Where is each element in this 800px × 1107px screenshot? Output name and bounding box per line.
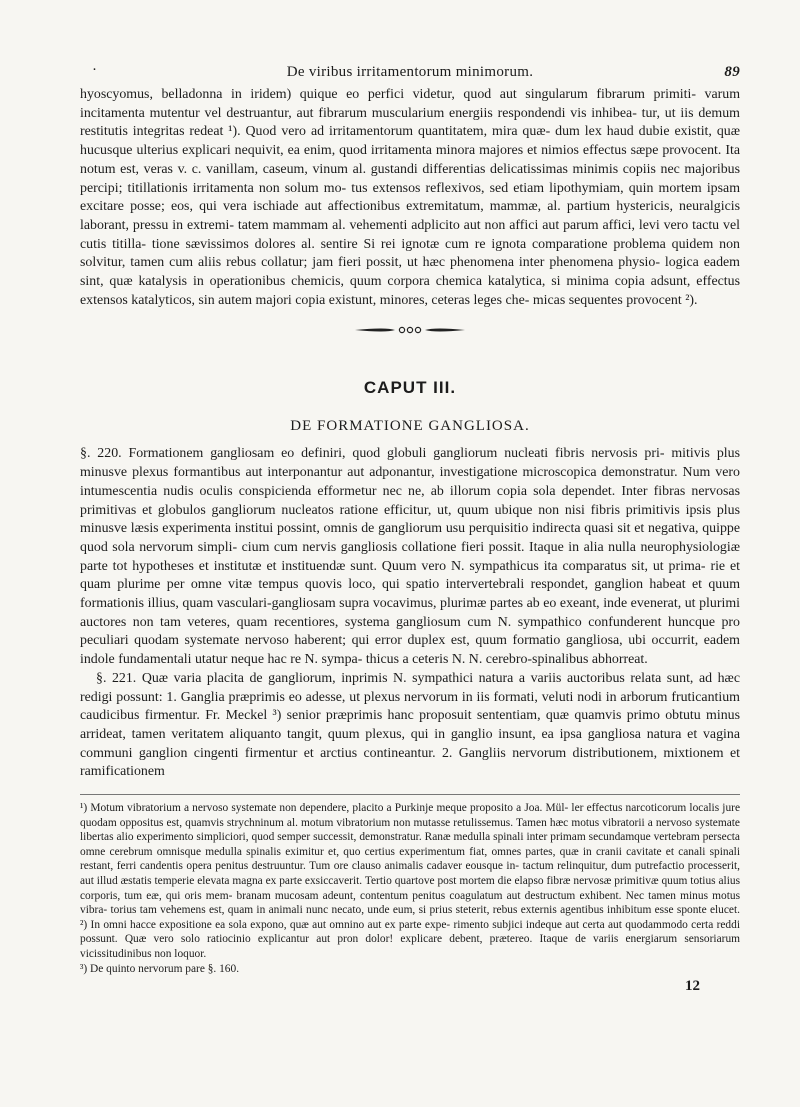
running-title: De viribus irritamentorum minimorum.: [286, 64, 534, 80]
footnote-1-2: ¹) Motum vibratorium a nervoso systemate non dependere, placito a Purkinje meque proposito a Joa. Mül- ler effectus narcoticorum localis jure quodam oppositus est, quamvis strychninum al. motum vibratorium non mutasse retulissemus. Tamen hæc motus vibratorii a nervoso systemate libertas alio experimento simpliciori, quod semper successit, demonstratur. Ranæ medulla spinali inter primam secundamque vertebram persecta omne cerebrum omnisque medulla spinalis eximitur et, quo certius experimentum fiat, omnes partes, quæ in cranii cavitate et canali spinali restant, ferri candentis opera penitus destruuntur. Tum ore clauso animalis cadaver eousque in- tactum relinquitur, dum putrefactio processerit, aut illud æstatis temperie elevata magna ex parte exsiccaverit. Tertio quartove post mortem die elapso fibræ nervosæ primitivæ quum totius alius corporis, tum eæ, qui oris mem- branam mucosam adeunt, contentum penitus coagulatum aut destructum exhibent. Nec tamen minus motus vibra- torius tam vehemens est, quam in animali nunc necato, unde eum, si prius steterit, rebus externis agentibus inhibitum esse sponte elucet. ²) In omni hacce expositione ea sola expono, quæ aut omnino aut ex parte expe- rimento subjici indeque aut certa aut quodammodo certa reddi possunt. Quæ vero solo ratiocinio explicantur aut pron dolor! explicare debent, prætereo. Itaque de variis energiarum sensoriarum vicissitudinibus non loquor.: [80, 802, 740, 961]
intro-paragraph: hyoscyomus, belladonna in iridem) quique eo perfici videtur, quod aut singularum fibrarum primiti- varum incitamenta mutentur vel destruantur, aut fibrarum muscularium energiis respondendi vis inhibea- tur, ut iis demum restitutis integritas redeat ¹). Quod vero ad irritamentorum quantitatem, mira quæ- dum lex haud dubie existit, quæ hucusque ulterius explicari nequivit, ea enim, quod irritamenta minora majores et nimios effectus sæpe provocent. Ita notum est, veras v. c. vanillam, caseum, vinum al. gustandi differentias delicatissimas minimis copiis nec majoribus percipi; titillationis irritamenta non solum mo- tus extensos reflexivos, sed etiam lipothymiam, quin mortem ipsam excitare posse; eos, qui vera ischiade aut affectionibus extremitatum, mammæ, al. partium hystericis, neuralgicis laborant, pressu in extremi- tatem mammam al. vehementi adplicito aut non affici aut parum affici, levi vero tactu vel cutis titilla- tione sævissimos dolores al. sentire Si rei ignotæ cum re ignota comparatione problema quidem non solvitur, tamen cum aliis rebus collatur; jam fieri possit, ut hæc phenomena inter phenomena physio- logica eadem sint, quæ katalysis in operationibus chemicis, quum corpora chemica katalytica, si minima copia adsunt, effectus extensos katalyticos, sin autem majori copia existunt, minores, ceteras leges che- micas sequentes provocent ²).: [80, 87, 740, 308]
running-header: [80, 64, 740, 86]
footnote-divider: [80, 794, 740, 795]
divider-ornament-icon: [355, 325, 465, 335]
ornamental-divider: [80, 322, 740, 338]
header-dot: ·: [92, 62, 98, 78]
chapter-title: CAPUT III.: [363, 378, 457, 398]
signature-mark: 12: [685, 978, 700, 995]
section-220: §. 220. Formationem gangliosam eo definiri, quod globuli gangliorum nucleati fibris nervosis pri- mitivis plus minusve plexus formantibus aut interponantur aut adponantur, investigatione microscopica demonstratur. Num vero intumescentia nudis oculis conspicienda efformetur nec ne, ab illorum copia sola dependet. Inter fibras nervosas primitivas et globulos gangliorum nucleatos ratione efficitur, ut, quum ubique non nisi fibris primitivis ipsis plus minusve læsis experimenta institui possint, omnis de gangliorum usu perquisitio indirecta quasi sit et negativa, quippe quod sola nervorum simpli- cium cum nervis gangliosis collatione fieri possit. Itaque in alia nulla neurophysiologiæ parte tot hypotheses et institutæ et instituendæ sunt. Quum vero N. sympathicus ita comparatus sit, ut prima- rie et quam plurime per omne vitæ tempus quovis loco, qui spatio intervertebrali respondet, ganglion habeat et quum formationis illius, quam vasculari-gangliosam supra vocavimus, plurimæ partes ab eo exeant, inde evenerat, ut plurimi auctores non tam veteres, quam recentiores, systema gangliosum cum N. sympathico confunderent huncque pro peculiari quodam systemate nervoso haberent; qui error duplex est, quum formatio gangliosa, ubi occurrit, eadem indole fundamentali utatur neque hac re N. sympa- thicus a ceteris N. N. cerebro-spinalibus abhorreat.: [80, 446, 740, 668]
page-number: 89: [724, 64, 740, 80]
section-221: §. 221. Quæ varia placita de gangliorum, inprimis N. sympathici natura a variis auctoribus relata sunt, ad hæc redigi possunt: 1. Ganglia præprimis eo adesse, ut plexus nervorum in iis formati, veluti nodi in arborum fruticantium caudicibus firmentur. Fr. Meckel ³) senior præprimis hanc proposuit sententiam, quæ quamvis primo obtutu minus arrideat, tamen veritatem aliquanto tangit, quum plexus, qui in ganglio insunt, ea ipsa gangliosa natura et vagina communi ganglion cingenti firmentur et arctius contineantur. 2. Gangliis nervorum distributionem, mixtionem et ramificationem: [80, 670, 740, 780]
footnote-3: ³) De quinto nervorum pare §. 160.: [80, 962, 240, 975]
chapter-subtitle: DE FORMATIONE GANGLIOSA.: [290, 418, 530, 435]
